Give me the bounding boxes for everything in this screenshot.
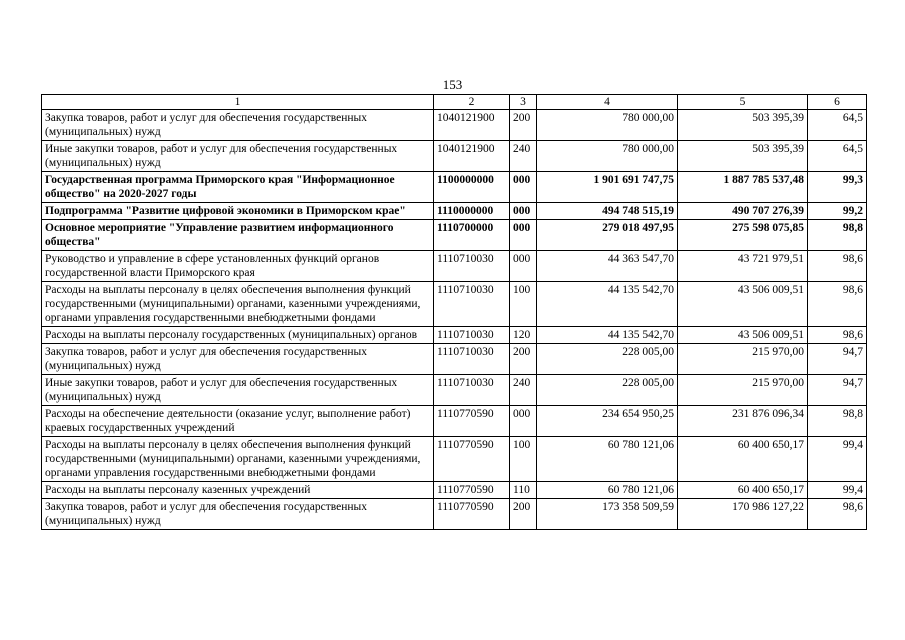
row-planned-cell: 228 005,00 [537,375,678,406]
row-percent-cell: 98,8 [808,220,867,251]
row-name-cell: Расходы на выплаты персоналу казенных учреждений [42,482,434,499]
row-executed-cell: 1 887 785 537,48 [678,172,808,203]
row-executed-cell: 490 707 276,39 [678,203,808,220]
row-executed-cell: 503 395,39 [678,110,808,141]
row-type-cell: 200 [510,344,537,375]
table-row [42,220,867,251]
column-header: 4 [537,95,678,110]
row-code-cell: 1110770590 [434,482,510,499]
row-executed-cell: 43 506 009,51 [678,282,808,327]
table-row [42,251,867,282]
row-code-cell: 1110710030 [434,251,510,282]
row-name-cell: Расходы на выплаты персоналу государственных (муниципальных) органов [42,327,434,344]
row-code-cell: 1040121900 [434,141,510,172]
row-name-cell: Закупка товаров, работ и услуг для обеспечения государственных (муниципальных) нужд [42,499,434,530]
row-executed-cell: 60 400 650,17 [678,482,808,499]
row-name-cell: Государственная программа Приморского края "Информационное общество" на 2020-2027 годы [42,172,434,203]
column-header: 6 [808,95,867,110]
row-percent-cell: 64,5 [808,110,867,141]
row-planned-cell: 44 135 542,70 [537,282,678,327]
row-executed-cell: 43 721 979,51 [678,251,808,282]
table-row [42,172,867,203]
row-type-cell: 240 [510,375,537,406]
row-type-cell: 000 [510,172,537,203]
column-header: 1 [42,95,434,110]
row-name-cell: Закупка товаров, работ и услуг для обеспечения государственных (муниципальных) нужд [42,110,434,141]
row-name-cell: Расходы на выплаты персоналу в целях обеспечения выполнения функций государственными (муниципальными) органами, казенными учреждениями, органами управления государственными внебюджетными фондами [42,282,434,327]
row-percent-cell: 98,6 [808,282,867,327]
row-type-cell: 000 [510,203,537,220]
row-percent-cell: 94,7 [808,375,867,406]
row-type-cell: 200 [510,499,537,530]
row-percent-cell: 98,6 [808,499,867,530]
row-executed-cell: 60 400 650,17 [678,437,808,482]
table-row [42,203,867,220]
row-name-cell: Руководство и управление в сфере установленных функций органов государственной власти Приморского края [42,251,434,282]
row-percent-cell: 98,6 [808,327,867,344]
row-name-cell: Подпрограмма "Развитие цифровой экономики в Приморском крае" [42,203,434,220]
row-type-cell: 100 [510,282,537,327]
table-row [42,282,867,327]
row-type-cell: 240 [510,141,537,172]
row-code-cell: 1110710030 [434,344,510,375]
row-executed-cell: 503 395,39 [678,141,808,172]
row-name-cell: Закупка товаров, работ и услуг для обеспечения государственных (муниципальных) нужд [42,344,434,375]
row-type-cell: 000 [510,220,537,251]
table-row [42,437,867,482]
row-planned-cell: 44 363 547,70 [537,251,678,282]
row-type-cell: 120 [510,327,537,344]
row-code-cell: 1110770590 [434,499,510,530]
row-code-cell: 1110700000 [434,220,510,251]
row-type-cell: 000 [510,406,537,437]
row-type-cell: 200 [510,110,537,141]
row-planned-cell: 228 005,00 [537,344,678,375]
row-percent-cell: 64,5 [808,141,867,172]
table-row [42,344,867,375]
row-name-cell: Основное мероприятие "Управление развитием информационного общества" [42,220,434,251]
row-code-cell: 1110710030 [434,375,510,406]
row-planned-cell: 494 748 515,19 [537,203,678,220]
table-row [42,482,867,499]
row-code-cell: 1110710030 [434,282,510,327]
row-percent-cell: 99,4 [808,437,867,482]
page-number: 153 [442,77,463,92]
row-planned-cell: 780 000,00 [537,141,678,172]
row-code-cell: 1110770590 [434,406,510,437]
row-name-cell: Иные закупки товаров, работ и услуг для обеспечения государственных (муниципальных) нужд [42,141,434,172]
row-type-cell: 100 [510,437,537,482]
row-percent-cell: 99,4 [808,482,867,499]
row-code-cell: 1040121900 [434,110,510,141]
row-executed-cell: 231 876 096,34 [678,406,808,437]
table-row [42,406,867,437]
column-header: 2 [434,95,510,110]
row-code-cell: 1110770590 [434,437,510,482]
row-type-cell: 000 [510,251,537,282]
column-header: 3 [510,95,537,110]
row-percent-cell: 98,6 [808,251,867,282]
row-percent-cell: 99,3 [808,172,867,203]
table-row [42,141,867,172]
table-header-row [42,95,867,110]
row-planned-cell: 1 901 691 747,75 [537,172,678,203]
table-row [42,327,867,344]
row-name-cell: Расходы на обеспечение деятельности (оказание услуг, выполнение работ) краевых государственных учреждений [42,406,434,437]
row-executed-cell: 215 970,00 [678,375,808,406]
budget-table [41,94,867,530]
row-name-cell: Расходы на выплаты персоналу в целях обеспечения выполнения функций государственными (муниципальными) органами, казенными учреждениями, органами управления государственными внебюджетными фондами [42,437,434,482]
table-row [42,499,867,530]
row-percent-cell: 99,2 [808,203,867,220]
row-executed-cell: 275 598 075,85 [678,220,808,251]
row-planned-cell: 44 135 542,70 [537,327,678,344]
row-code-cell: 1110710030 [434,327,510,344]
column-header: 5 [678,95,808,110]
row-name-cell: Иные закупки товаров, работ и услуг для обеспечения государственных (муниципальных) нужд [42,375,434,406]
row-executed-cell: 43 506 009,51 [678,327,808,344]
row-percent-cell: 98,8 [808,406,867,437]
row-planned-cell: 173 358 509,59 [537,499,678,530]
row-type-cell: 110 [510,482,537,499]
row-planned-cell: 60 780 121,06 [537,482,678,499]
row-code-cell: 1100000000 [434,172,510,203]
row-planned-cell: 234 654 950,25 [537,406,678,437]
row-executed-cell: 215 970,00 [678,344,808,375]
row-planned-cell: 60 780 121,06 [537,437,678,482]
row-executed-cell: 170 986 127,22 [678,499,808,530]
row-planned-cell: 279 018 497,95 [537,220,678,251]
table-row [42,375,867,406]
row-percent-cell: 94,7 [808,344,867,375]
table-row [42,110,867,141]
row-planned-cell: 780 000,00 [537,110,678,141]
row-code-cell: 1110000000 [434,203,510,220]
